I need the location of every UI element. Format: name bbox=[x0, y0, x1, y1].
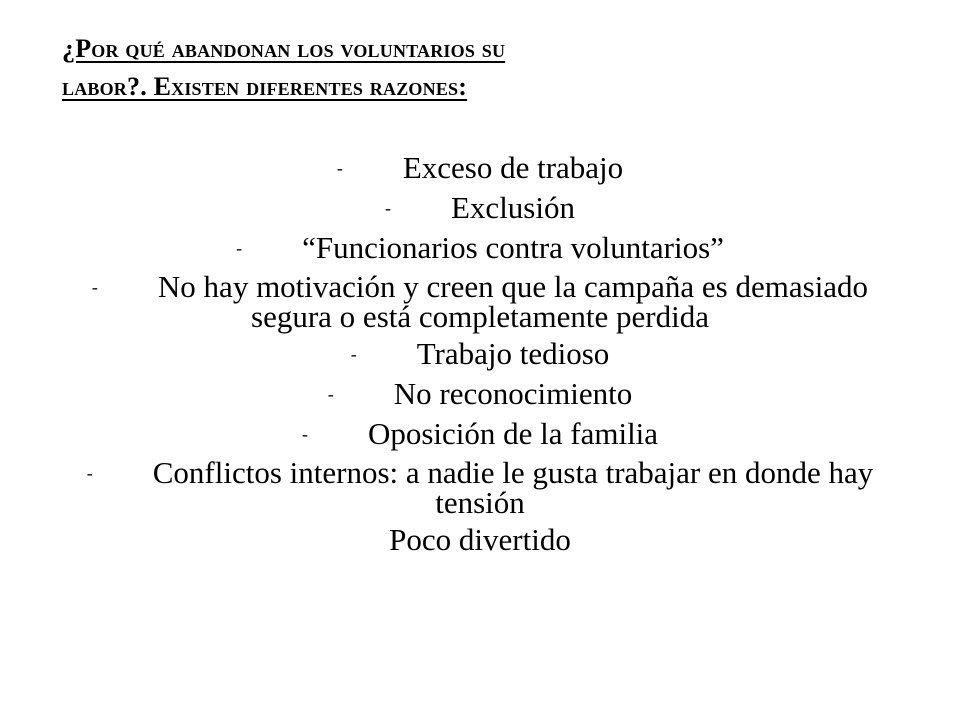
list-item-text: No hay motivación y creen que la campaña es demasiado segura o está completamente perdida bbox=[157, 269, 869, 334]
bullet-dash: - bbox=[327, 384, 334, 404]
list-item-text: Exceso de trabajo bbox=[402, 150, 624, 185]
list-item-text: Conflictos internos: a nadie le gusta trabajar en donde hay tensión bbox=[152, 455, 874, 520]
bullet-dash: - bbox=[350, 344, 357, 364]
list-item bbox=[60, 376, 900, 416]
list-item bbox=[60, 230, 900, 270]
list-item bbox=[60, 270, 900, 336]
list-item-text: No reconocimiento bbox=[393, 376, 633, 411]
list-item-text: “Funcionarios contra voluntarios” bbox=[302, 230, 724, 265]
bullet-dash: - bbox=[86, 463, 93, 483]
list-item-text: Exclusión bbox=[451, 190, 575, 225]
list-item bbox=[60, 190, 900, 230]
bullet-dash: - bbox=[301, 424, 308, 444]
list-item bbox=[60, 456, 900, 522]
list-item-text: Poco divertido bbox=[389, 522, 571, 557]
list-item bbox=[60, 416, 900, 456]
list-item bbox=[60, 150, 900, 190]
slide-title bbox=[62, 30, 822, 106]
bullet-dash: - bbox=[91, 277, 98, 297]
bullet-dash: - bbox=[336, 158, 343, 178]
bullet-dash: - bbox=[385, 198, 391, 218]
list-item bbox=[60, 336, 900, 376]
title-line-1: ¿Por qué abandonan los voluntarios su bbox=[62, 34, 506, 63]
list-item bbox=[60, 522, 900, 558]
title-line-2: labor?. Existen diferentes razones: bbox=[62, 72, 468, 101]
list-item-text: Trabajo tedioso bbox=[416, 336, 610, 371]
reasons-list bbox=[60, 150, 900, 558]
bullet-dash: - bbox=[236, 238, 243, 258]
list-item-text: Oposición de la familia bbox=[367, 416, 659, 451]
